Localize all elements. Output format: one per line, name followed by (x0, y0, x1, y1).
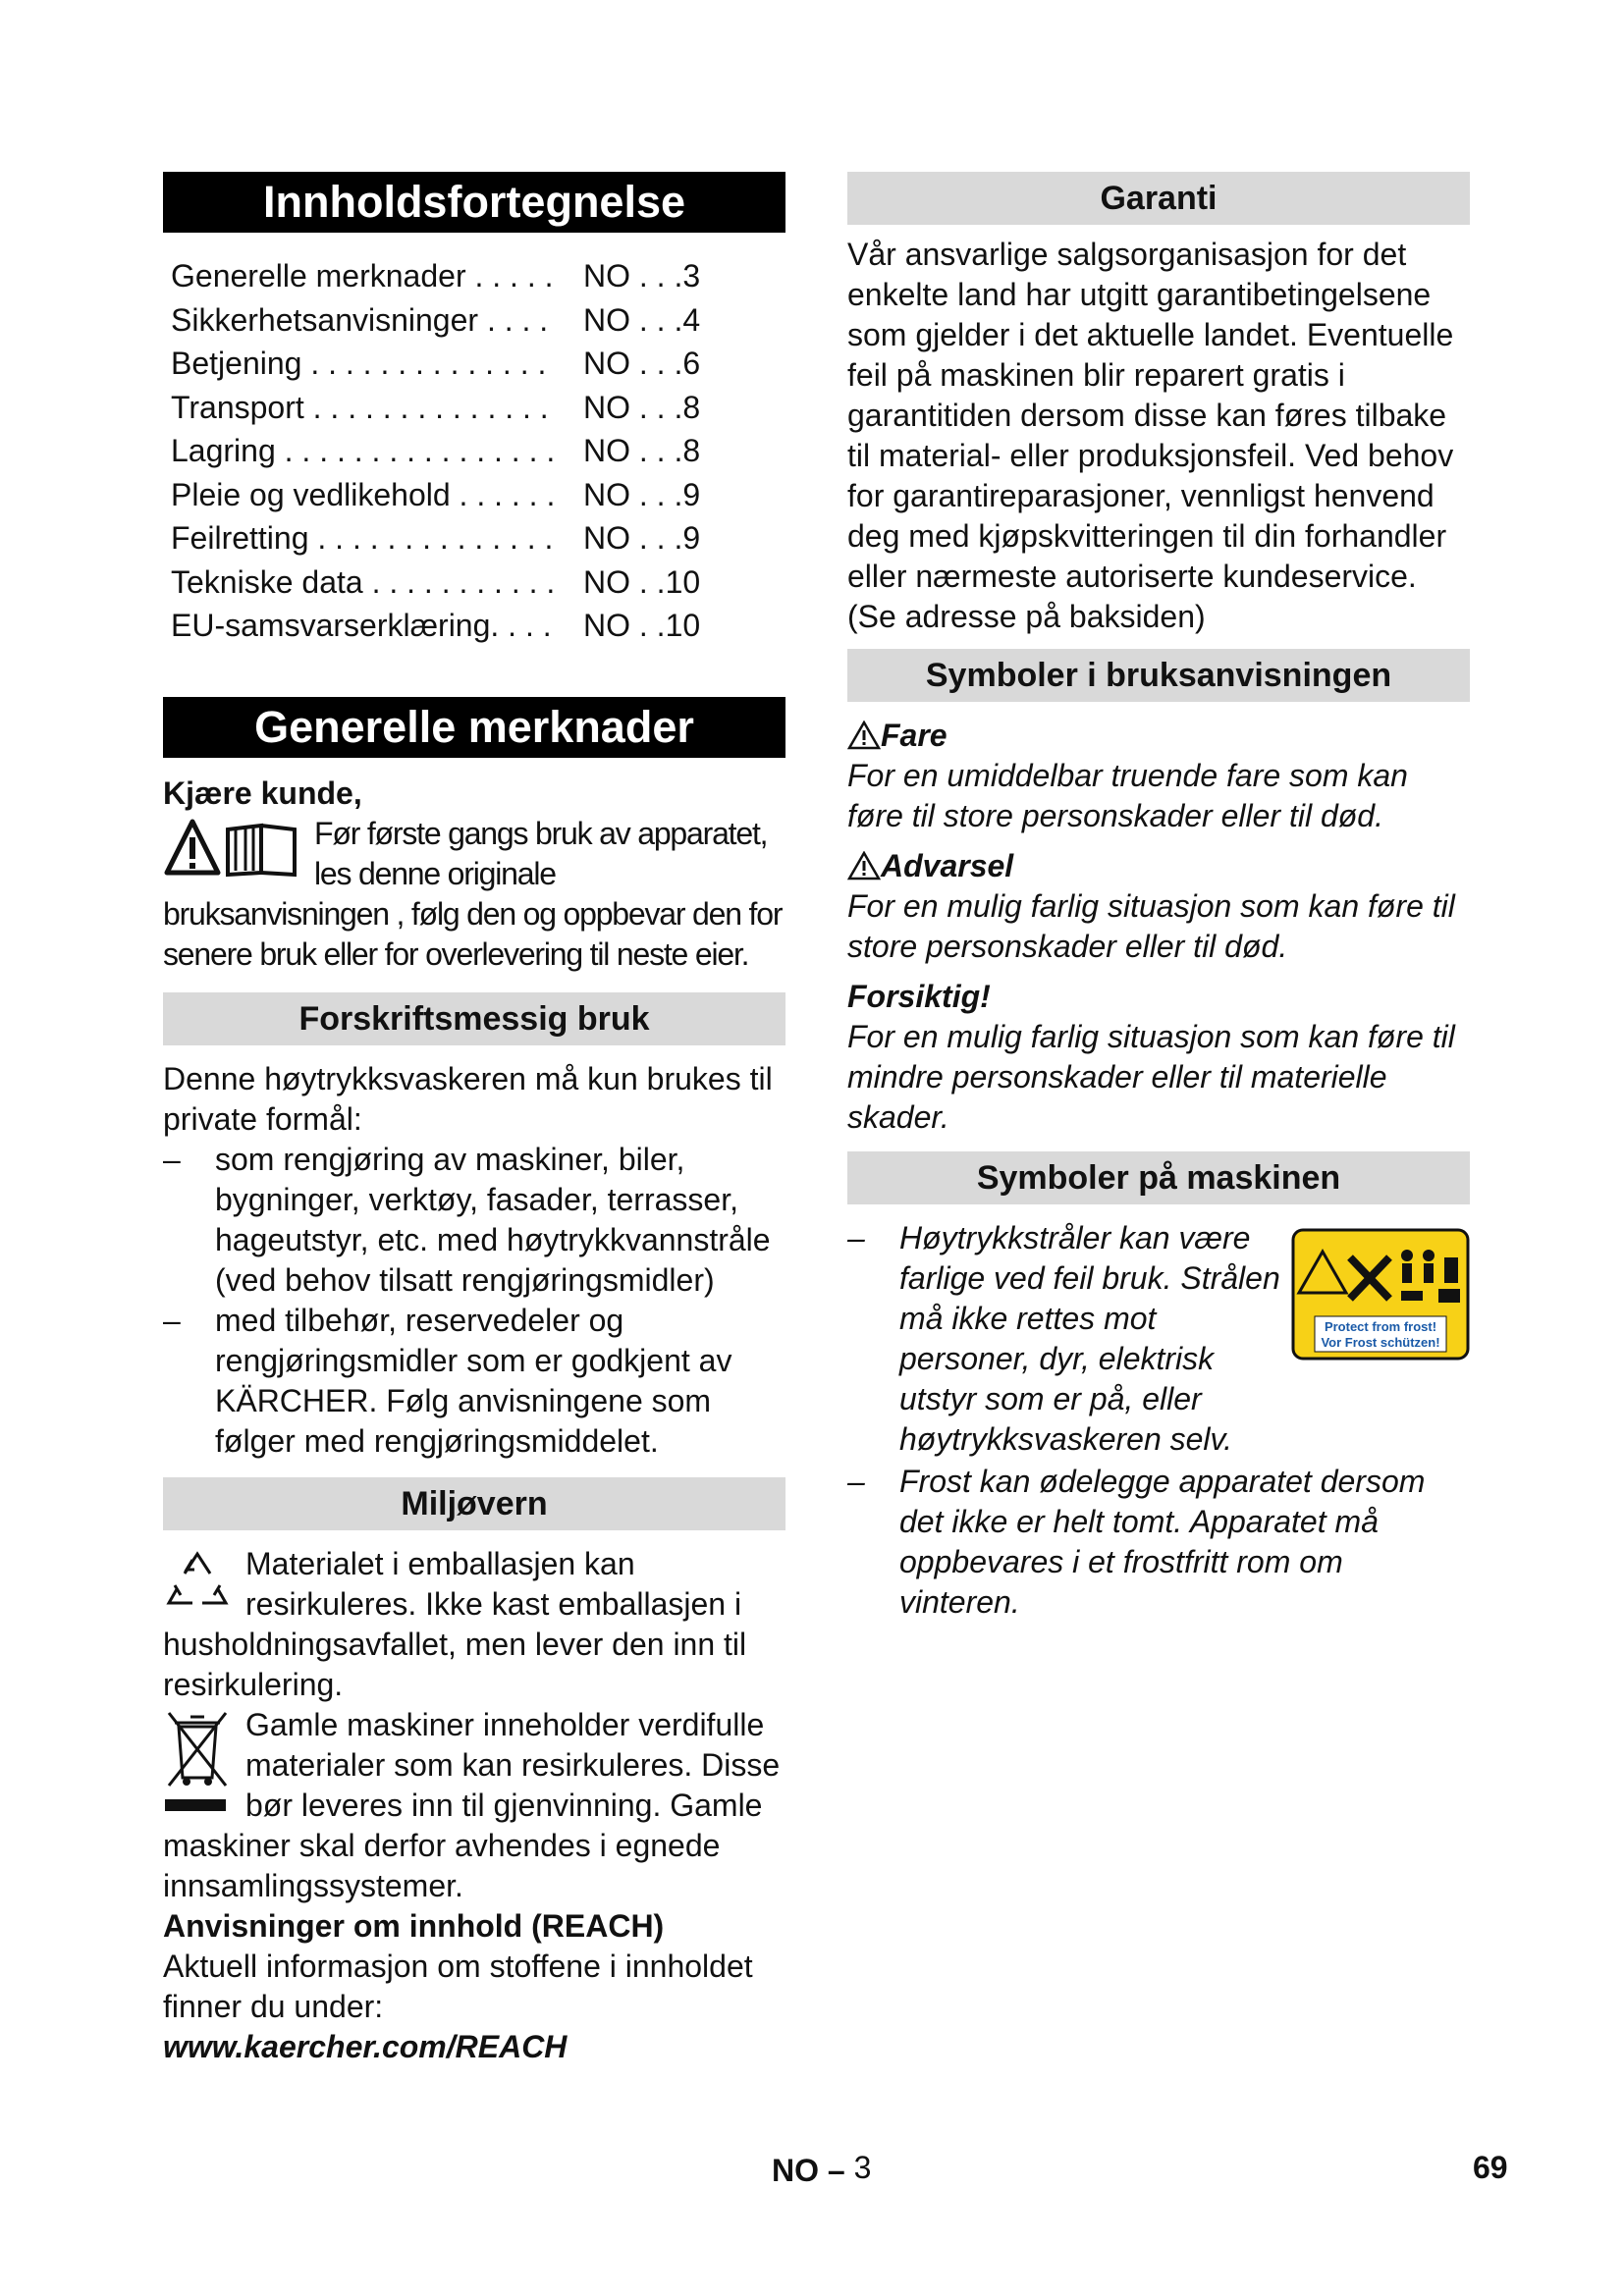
toc-row[interactable]: Tekniske data . . . . . . . . . . . NO . .10 (171, 563, 701, 600)
symbols-manual-heading: Symboler i bruksanvisningen (847, 649, 1470, 702)
footer-section-page: NO – 3 (772, 2150, 872, 2188)
greeting: Kjære kunde, (163, 774, 362, 811)
environment-heading: Miljøvern (163, 1477, 785, 1530)
toc-row[interactable]: EU-samsvarserklæring. . . . NO . .10 (171, 608, 701, 643)
crossed-bin-icon (163, 1707, 232, 1820)
left-column (163, 172, 785, 2067)
danger-text: For en umiddelbar truende fare som kan føre til store personskader eller til død. (847, 758, 1408, 833)
right-column (847, 172, 1470, 1623)
sign-text-line2: Vor Frost schützen! (1321, 1335, 1440, 1350)
machine-symbols-block (847, 1218, 1470, 1623)
general-notice (163, 814, 785, 975)
page-number: 69 (1473, 2150, 1508, 2185)
toc-row[interactable]: Lagring . . . . . . . . . . . . . . . . NO . . .8 (171, 433, 701, 468)
weee-block (163, 1705, 785, 1906)
intended-use-item: – med tilbehør, reservedeler og rengjøringsmidler som er godkjent av KÄRCHER. Følg anvisningene som følger med rengjøringsmiddelet. (163, 1301, 785, 1462)
toc-row[interactable]: Transport . . . . . . . . . . . . . . NO . . .8 (171, 389, 701, 425)
warranty-heading: Garanti (847, 172, 1470, 225)
reach-text: Aktuell informasjon om stoffene i innholdet finner du under: (163, 1948, 753, 2024)
warranty-text: Vår ansvarlige salgsorganisasjon for det enkelte land har utgitt garantibetingelsene som gjelder i det aktuelle landet. Eventuelle feil på maskinen blir reparert gratis i garantitiden dersom disse kan føres tilbake til material- eller produksjonsfeil. Ved behov for garantireparasjoner, vennligst henvend deg med kjøpskvitteringen til din forhandler eller nærmeste autoriserte kundeservice. (Se adresse på baksiden) (847, 237, 1454, 634)
caution-text: For en mulig farlig situasjon som kan føre til mindre personskader eller til materielle skader. (847, 1019, 1455, 1135)
intended-use-item: – som rengjøring av maskiner, biler, bygninger, verktøy, fasader, terrasser, hageutstyr, etc. med høytrykkvannstråle (ved behov tilsatt rengjøringsmidler) (163, 1140, 785, 1301)
toc-row[interactable]: Generelle merknader . . . . . NO . . .3 (171, 258, 701, 294)
sign-text-line1: Protect from frost! (1324, 1319, 1437, 1334)
read-manual-icon (163, 818, 300, 883)
toc-row[interactable]: Betjening . . . . . . . . . . . . . . NO . . .6 (171, 346, 701, 381)
reach-link[interactable]: www.kaercher.com/REACH (163, 2028, 568, 2064)
caution-label: Forsiktig! (847, 979, 991, 1014)
machine-symbol-item: – Høytrykkstråler kan være farlige ved feil bruk. Strålen må ikke rettes mot personer, dyr, elektrisk utstyr som er på, eller høytrykksvaskeren selv. (847, 1218, 1470, 1460)
warning-text: For en mulig farlig situasjon som kan føre til store personskader eller til død. (847, 888, 1455, 964)
toc-row[interactable]: Feilretting . . . . . . . . . . . . . . NO . . .9 (171, 520, 701, 556)
general-text: Før første gangs bruk av apparatet, les denne originale bruksanvisningen , følg den og oppbevar den for senere bruk eller for overlevering til neste eier. (163, 815, 783, 972)
machine-symbol-item: – Frost kan ødelegge apparatet dersom det ikke er helt tomt. Apparatet må oppbevares i et frostfritt rom om vinteren. (847, 1462, 1470, 1623)
recycle-icon (163, 1546, 232, 1620)
warning-label: Advarsel (847, 846, 1470, 886)
intended-use-heading: Forskriftsmessig bruk (163, 992, 785, 1045)
warning-triangle-icon (847, 718, 881, 753)
toc-list (163, 233, 785, 648)
toc-heading: Innholdsfortegnelse (163, 172, 785, 233)
weee-text: Gamle maskiner inneholder verdifulle materialer som kan resirkuleres. Disse bør leveres inn til gjenvinning. Gamle maskiner skal derfor avhendes i egnede innsamlingssystemer. (163, 1706, 781, 1903)
toc-row[interactable]: Sikkerhetsanvisninger . . . . NO . . .4 (171, 301, 701, 338)
recycle-text: Materialet i emballasjen kan resirkuleres. Ikke kast emballasjen i husholdningsavfallet, men lever den inn til resirkulering. (163, 1545, 747, 1702)
reach-heading: Anvisninger om innhold (REACH) (163, 1907, 665, 1944)
warning-triangle-icon (847, 848, 881, 883)
intended-use-intro: Denne høytrykksvaskeren må kun brukes til private formål: (163, 1060, 773, 1137)
general-heading: Generelle merknader (163, 697, 785, 758)
recycle-block (163, 1544, 785, 1705)
danger-label: Fare (847, 716, 1470, 756)
symbols-machine-heading: Symboler på maskinen (847, 1151, 1470, 1204)
toc-row[interactable]: Pleie og vedlikehold . . . . . . NO . . .9 (171, 476, 701, 512)
